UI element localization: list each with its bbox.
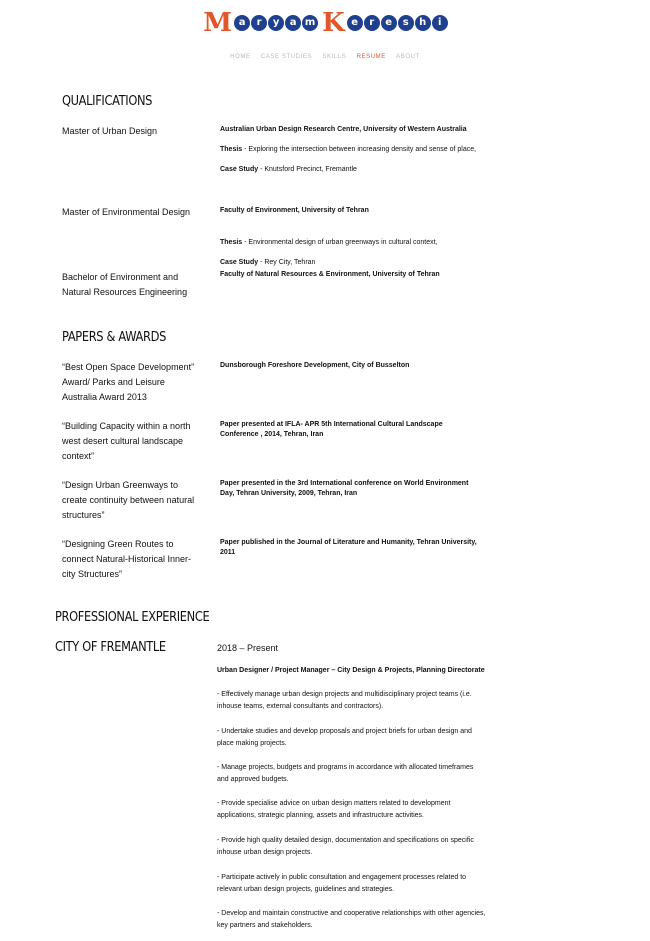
logo-circle-letter: m	[302, 15, 318, 31]
logo-circle-letter: r	[251, 15, 267, 31]
logo-circle-letter: a	[234, 15, 250, 31]
paper-title: “Design Urban Greenways to create continuity between natural structures”	[62, 480, 195, 520]
logo-circle-letter: i	[432, 15, 448, 31]
institution-uwa	[220, 125, 490, 135]
nav-resume[interactable]: RESUME	[356, 54, 386, 60]
logo-circle-letter: h	[415, 15, 431, 31]
paper-detail	[220, 538, 490, 558]
paper-detail-text: Paper published in the Journal of Literature and Humanity, Tehran University, 2011	[220, 539, 477, 556]
logo-circle-letter: s	[398, 15, 414, 31]
thesis-text: - Exploring the intersection between increasing density and sense of place,	[242, 146, 477, 153]
nav-case-studies[interactable]: CASE STUDIES	[260, 54, 313, 60]
duty-item: - Develop and maintain constructive and cooperative relationships with other agencies, key partners and stakeholders.	[217, 910, 486, 929]
duty-item: - Participate actively in public consultation and engagement processes related to relevant urban design projects, guidelines and strategies.	[217, 874, 467, 893]
duty-item: - Manage projects, budgets and programs in accordance with allocated timeframes and approved budgets.	[217, 764, 474, 783]
nav-skills[interactable]: SKILLS	[322, 54, 347, 60]
logo-letter-m: M	[203, 8, 233, 38]
duty-item: - Provide high quality detailed design, documentation and specifications on specific inhouse urban design projects.	[217, 837, 474, 856]
job-role-text: Urban Designer / Project Manager – City Design & Projects, Planning Directorate	[217, 667, 485, 674]
degree-bachelor: Bachelor of Environment and Natural Resources Engineering	[62, 272, 188, 297]
logo-circle-letter: a	[285, 15, 301, 31]
thesis-text: - Environmental design of urban greenways in cultural context,	[242, 239, 438, 246]
duty-item: - Effectively manage urban design projects and multidisciplinary project teams (i.e. inhouse teams, external consultants and contractors).	[217, 691, 472, 710]
degree-environmental-design: Master of Environmental Design	[62, 207, 191, 217]
job-role	[217, 666, 487, 676]
duty-item: - Undertake studies and develop proposals and project briefs for urban design and place making projects.	[217, 728, 472, 747]
paper-detail	[220, 361, 490, 371]
case-study-text: - Knutsford Precinct, Fremantle	[258, 166, 357, 173]
paper-title: “Best Open Space Development” Award/ Parks and Leisure Australia Award 2013	[62, 362, 195, 402]
logo-circle-letter: y	[268, 15, 284, 31]
employer-name: CITY OF FREMANTLE	[55, 640, 166, 655]
paper-detail-text: Dunsborough Foreshore Development, City of Busselton	[220, 362, 410, 369]
employment-period: 2018 – Present	[217, 643, 279, 653]
logo-circle-letter: r	[364, 15, 380, 31]
thesis-label: Thesis	[220, 239, 243, 246]
institution-name: Faculty of Environment, University of Tehran	[220, 207, 369, 214]
case-study-uwa	[220, 165, 490, 175]
paper-title: “Building Capacity within a north west desert cultural landscape context”	[62, 421, 191, 461]
institution-tehran-nr	[220, 270, 490, 280]
institution-tehran-env	[220, 206, 490, 216]
paper-detail-text: Paper presented in the 3rd International conference on World Environment Day, Tehran University, 2009, Tehran, Iran	[220, 480, 469, 497]
paper-detail-text: Paper presented at IFLA- APR 5th International Cultural Landscape Conference , 2014, Tehran, Iran	[220, 421, 443, 438]
thesis-label: Thesis	[220, 146, 243, 153]
logo-circle-letter: e	[347, 15, 363, 31]
logo-circle-letter: e	[381, 15, 397, 31]
institution-name: Faculty of Natural Resources & Environment, University of Tehran	[220, 271, 440, 278]
thesis-uwa	[220, 145, 490, 155]
main-nav	[0, 54, 650, 60]
nav-home[interactable]: HOME	[230, 54, 251, 60]
paper-detail	[220, 479, 475, 499]
case-study-tehran	[220, 258, 490, 268]
paper-title: “Designing Green Routes to connect Natural-Historical Inner-city Structures”	[62, 539, 192, 579]
degree-urban-design: Master of Urban Design	[62, 126, 158, 136]
thesis-tehran	[220, 238, 490, 248]
site-logo[interactable]	[0, 10, 650, 38]
experience-heading: PROFESSIONAL EXPERIENCE	[55, 610, 210, 625]
institution-name: Australian Urban Design Research Centre, University of Western Australia	[220, 126, 467, 133]
nav-about[interactable]: ABOUT	[396, 54, 420, 60]
logo-letter-k: K	[322, 8, 345, 38]
logo-wordmark[interactable]	[202, 10, 447, 36]
case-study-text: - Rey City, Tehran	[258, 259, 316, 266]
case-study-label: Case Study	[220, 166, 259, 173]
case-study-label: Case Study	[220, 259, 259, 266]
paper-detail	[220, 420, 475, 440]
papers-heading: PAPERS & AWARDS	[62, 330, 166, 345]
qualifications-heading: QUALIFICATIONS	[62, 94, 153, 109]
duty-item: - Provide specialise advice on urban design matters related to development applications, strategic planning, assets and infrastructure activities.	[217, 800, 451, 819]
